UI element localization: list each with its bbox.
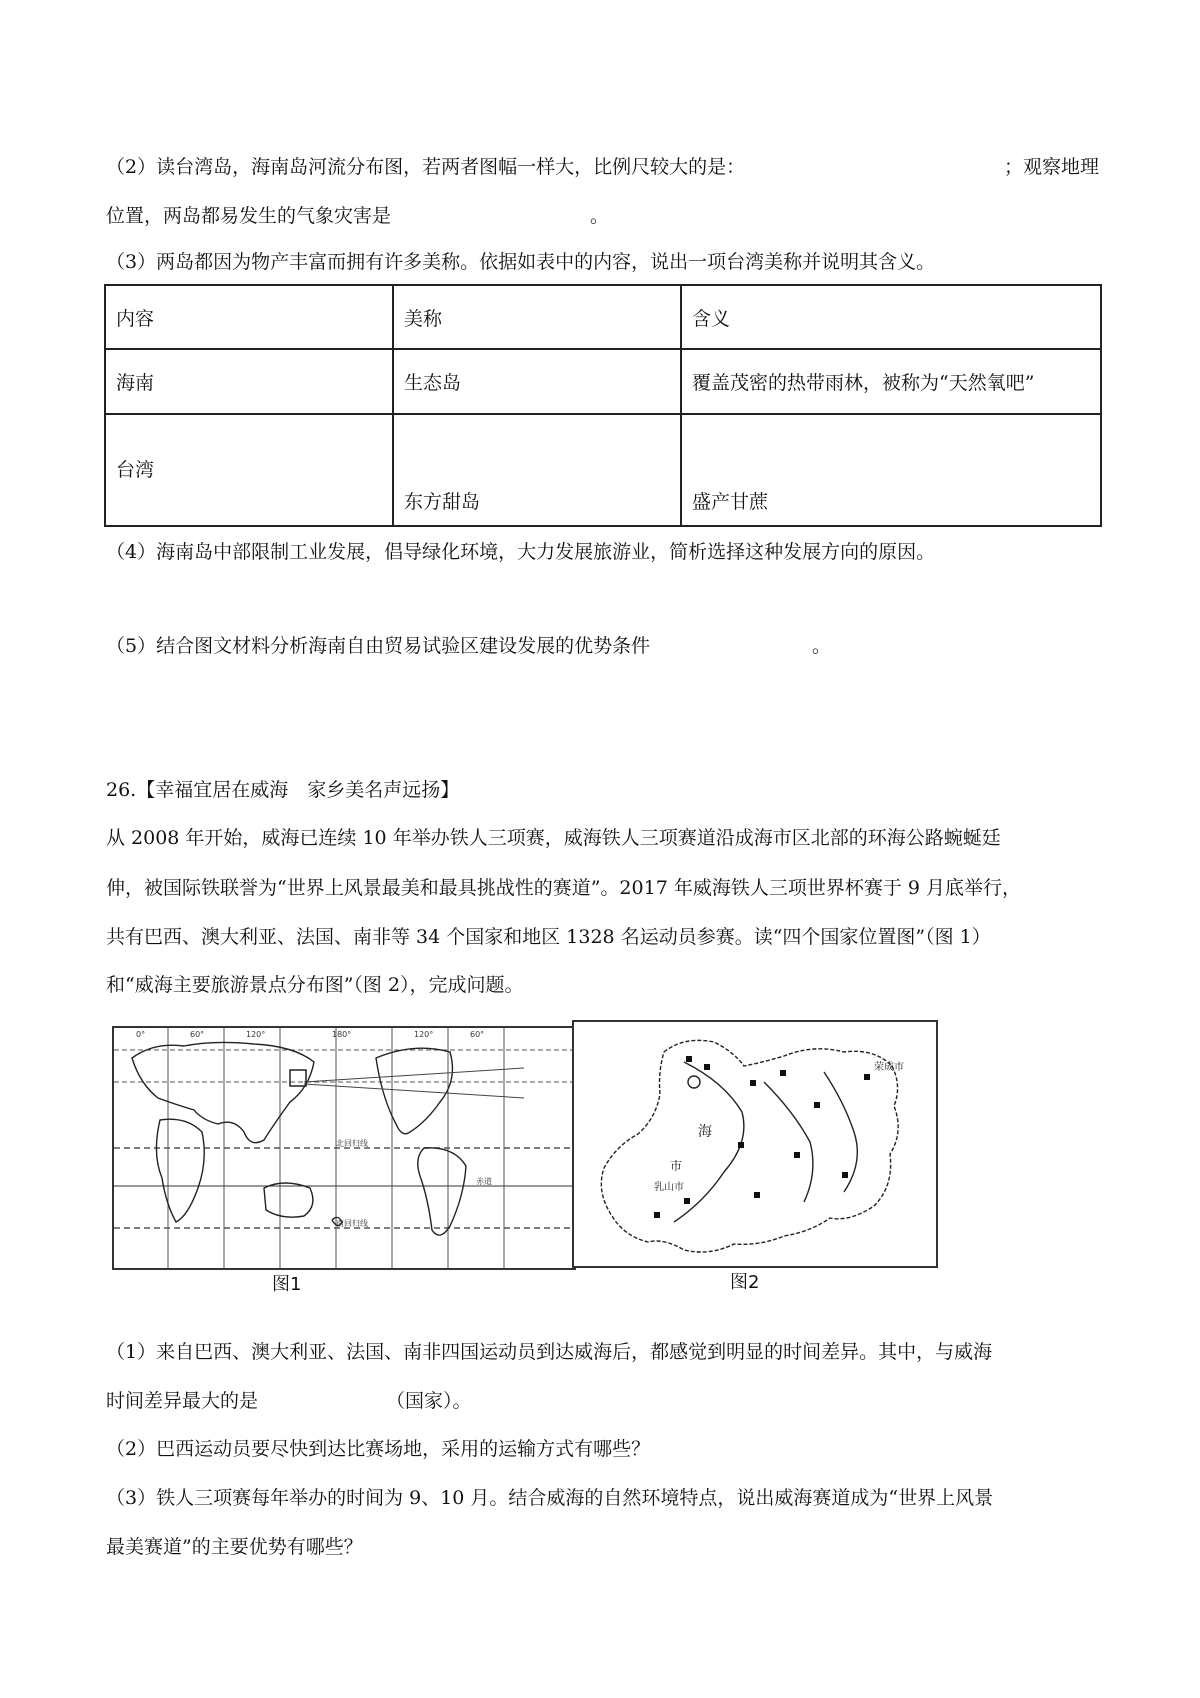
q25-part5: （5）结合图文材料分析海南自由贸易试验区建设发展的优势条件	[106, 635, 651, 657]
q25-part2-line1-end: ；观察地理	[1004, 156, 1100, 178]
table-header-cell: 内容	[105, 285, 393, 349]
q26-part2: （2）巴西运动员要尽快到达比赛场地，采用的运输方式有哪些？	[106, 1438, 651, 1460]
figure1-world-map	[112, 1026, 576, 1270]
q26-intro-line: 和“威海主要旅游景点分布图”（图 2），完成问题。	[106, 974, 524, 996]
q26-intro-line: 伸，被国际铁联誉为“世界上风景最美和最具挑战性的赛道”。2017 年威海铁人三项世界杯赛于 9 月底举行，	[106, 877, 1021, 899]
q25-part2-line1: （2）读台湾岛，海南岛河流分布图，若两者图幅一样大，比例尺较大的是：	[106, 156, 746, 178]
place-label: 乳山市	[654, 1182, 684, 1193]
city-label: 市	[670, 1159, 683, 1173]
table-cell: 生态岛	[393, 349, 681, 414]
table-cell: 覆盖茂密的热带雨林，被称为“天然氧吧”	[681, 349, 1101, 414]
lon-label: 180°	[332, 1030, 352, 1039]
q26-intro-line: 共有巴西、澳大利亚、法国、南非等 34 个国家和地区 1328 名运动员参赛。读“四个国家位置图”（图 1）	[106, 926, 991, 948]
table-header-cell: 含义	[681, 285, 1101, 349]
table-cell: 台湾	[105, 414, 393, 526]
lon-label: 60°	[190, 1030, 205, 1039]
table-cell: 盛产甘蔗	[681, 414, 1101, 526]
q26-intro-line: 从 2008 年开始，威海已连续 10 年举办铁人三项赛，威海铁人三项赛道沿成海市区北部的环海公路蜿蜒廷	[106, 827, 1001, 849]
q26-part1-line1: （1）来自巴西、澳大利亚、法国、南非四国运动员到达威海后，都感觉到明显的时间差异。其中，与威海	[106, 1341, 993, 1363]
sea-label: 海	[698, 1124, 712, 1140]
lon-label: 0°	[136, 1030, 146, 1039]
table-cell: 海南	[105, 349, 393, 414]
table-row	[105, 414, 1101, 526]
q25-part3: （3）两岛都因为物产丰富而拥有许多美称。依据如表中的内容，说出一项台湾美称并说明其含义。	[106, 251, 936, 273]
q26-part1-line2: 时间差异最大的是	[106, 1390, 259, 1412]
q26-part1-line2-end: （国家）。	[386, 1390, 472, 1412]
table-header-cell: 美称	[393, 285, 681, 349]
table-row	[105, 349, 1101, 414]
tropic-south-label: 南回归线	[336, 1219, 368, 1228]
q26-part3-line2: 最美赛道”的主要优势有哪些？	[106, 1536, 363, 1558]
q26-title: 26.【幸福宜居在威海 家乡美名声远扬】	[106, 779, 460, 801]
world-map-drawing	[114, 1028, 574, 1268]
q25-part2-line2: 位置，两岛都易发生的气象灾害是	[106, 205, 392, 227]
q25-part2-line2-end: 。	[590, 205, 610, 227]
table-cell: 东方甜岛	[393, 414, 681, 526]
figure1-caption: 图1	[272, 1274, 302, 1295]
tropic-north-label: 北回归线	[336, 1139, 368, 1148]
table-header-row	[105, 285, 1101, 349]
q25-part4: （4）海南岛中部限制工业发展，倡导绿化环境，大力发展旅游业，简析选择这种发展方向的原因。	[106, 541, 936, 563]
nickname-table	[104, 284, 1102, 527]
place-label: 荣成市	[874, 1062, 904, 1073]
weihai-map-drawing	[574, 1022, 936, 1266]
figure2-weihai-map	[572, 1020, 938, 1268]
q25-part5-end: 。	[812, 635, 832, 657]
lon-label: 60°	[470, 1030, 485, 1039]
equator-label: 赤道	[476, 1177, 492, 1186]
figure2-caption: 图2	[730, 1272, 760, 1293]
lon-label: 120°	[246, 1030, 266, 1039]
q26-part3-line1: （3）铁人三项赛每年举办的时间为 9、10 月。结合威海的自然环境特点，说出威海赛道成为“世界上风景	[106, 1487, 994, 1509]
lon-label: 120°	[414, 1030, 434, 1039]
